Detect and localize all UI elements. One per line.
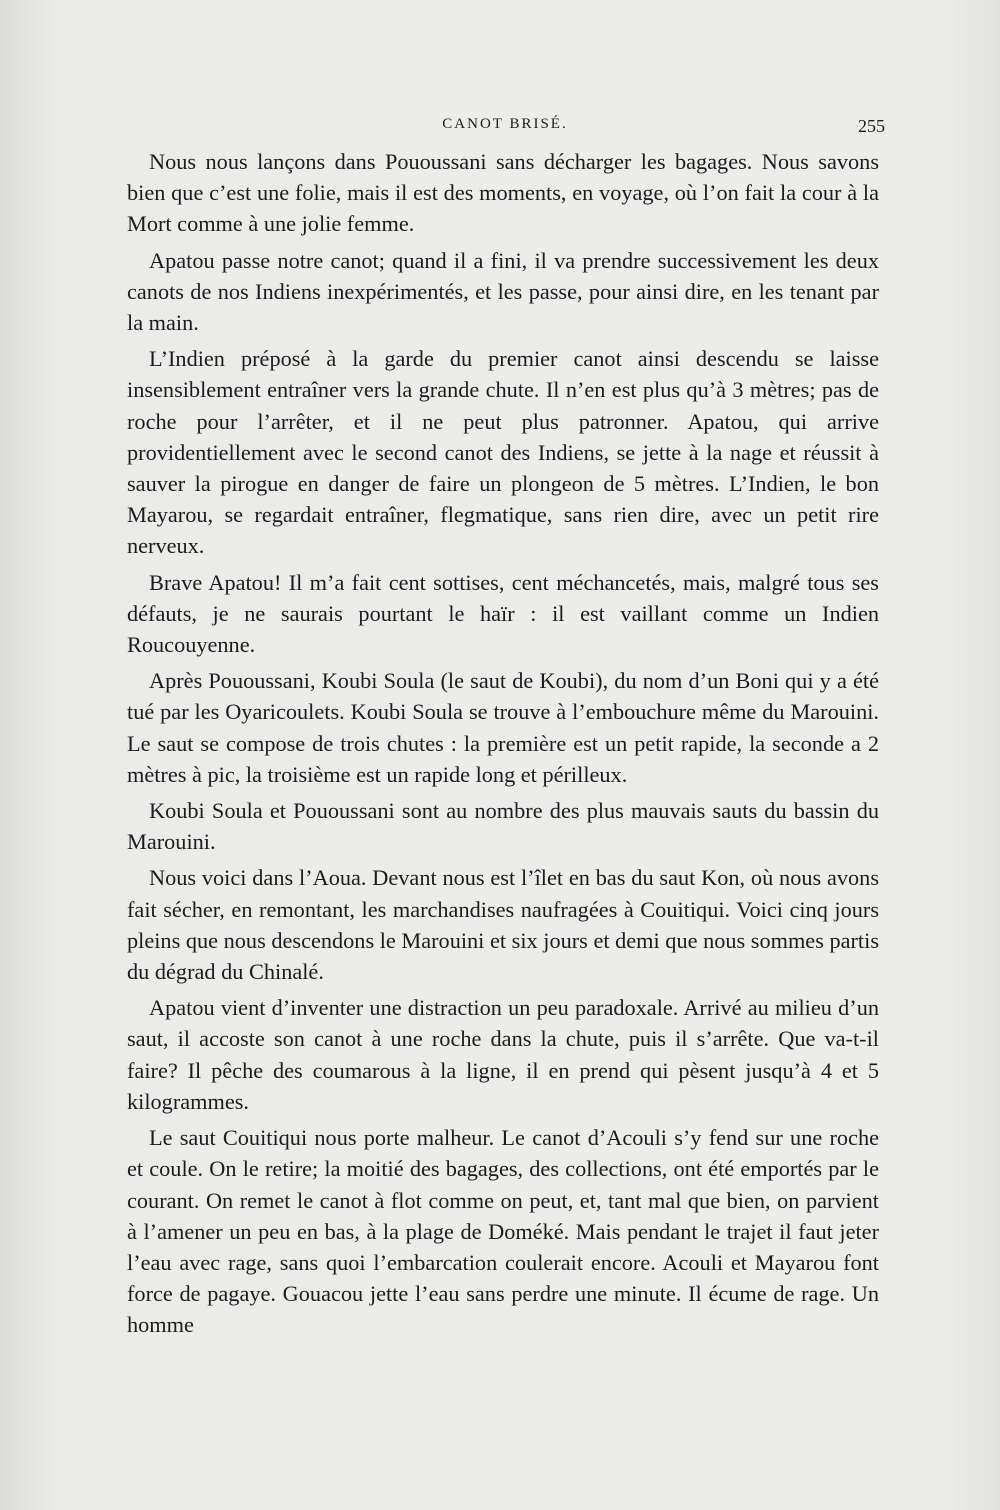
page-number: 255 — [858, 116, 885, 136]
paragraph: Apatou passe notre canot; quand il a fini, il va prendre successivement les deux canots de nos Indiens inexpérimentés, et les passe, pour ainsi dire, en les tenant par la main. — [127, 247, 879, 336]
paragraph: Koubi Soula et Pououssani sont au nombre des plus mauvais sauts du bassin du Marouini. — [127, 798, 879, 855]
paragraph: Nous nous lançons dans Pououssani sans décharger les bagages. Nous savons bien que c’est une folie, mais il est des moments, en voyage, où l’on fait la cour à la Mort comme à une jolie femme. — [127, 149, 879, 237]
paragraph: L’Indien préposé à la garde du premier canot ainsi descendu se laisse insensiblement entraîner vers la grande chute. Il n’en est plus qu’à 3 mètres; pas de roche pour l’arrêter, et il ne peut plus patronner. Apatou, qui arrive providentiellement avec le second canot des Indiens, se jette à la nage et réussit à sauver la pirogue en danger de faire un plongeon de 5 mètres. L’Indien, le bon Mayarou, se regardait entraîner, flegmatique, sans rien dire, avec un petit rire nerveux. — [127, 346, 879, 559]
paragraph: Apatou vient d’inventer une distraction un peu paradoxale. Arrivé au milieu d’un saut, il accoste son canot à une roche dans la chute, puis il s’arrête. Que va-t-il faire? Il pêche des coumarous à la ligne, il en prend qui pèsent jusqu’à 4 et 5 kilogrammes. — [127, 995, 879, 1114]
paragraph: Le saut Couitiqui nous porte malheur. Le canot d’Acouli s’y fend sur une roche et coule. On le retire; la moitié des bagages, des collections, ont été emportés par le courant. On remet le canot à flot comme on peut, et, tant mal que bien, on parvient à l’amener un peu en bas, à la plage de Doméké. Mais pendant le trajet il faut jeter l’eau avec rage, sans quoi l’embarcation coulerait encore. Acouli et Mayarou font force de pagaye. Gouacou jette l’eau sans perdre une minute. Il écume de rage. Un homme — [127, 1125, 879, 1338]
paragraph: Brave Apatou! Il m’a fait cent sottises, cent méchancetés, mais, malgré tous ses défauts, je ne saurais pourtant le haïr : il est vaillant comme un Indien Roucouyenne. — [127, 569, 879, 658]
text-body — [127, 146, 879, 1346]
running-head — [125, 112, 885, 138]
paragraph: Nous voici dans l’Aoua. Devant nous est l’îlet en bas du saut Kon, où nous avons fait sécher, en remontant, les marchandises naufragées à Couitiqui. Voici cinq jours pleins que nous descendons le Marouini et six jours et demi que nous sommes partis du dégrad du Chinalé. — [127, 865, 879, 985]
paragraph: Après Pououssani, Koubi Soula (le saut de Koubi), du nom d’un Boni qui y a été tué par les Oyaricoulets. Koubi Soula se trouve à l’embouchure même du Marouini. Le saut se compose de trois chutes : la première est un petit rapide, la seconde a 2 mètres à pic, la troisième est un rapide long et périlleux. — [127, 668, 879, 787]
running-title: CANOT BRISÉ. — [442, 116, 568, 132]
